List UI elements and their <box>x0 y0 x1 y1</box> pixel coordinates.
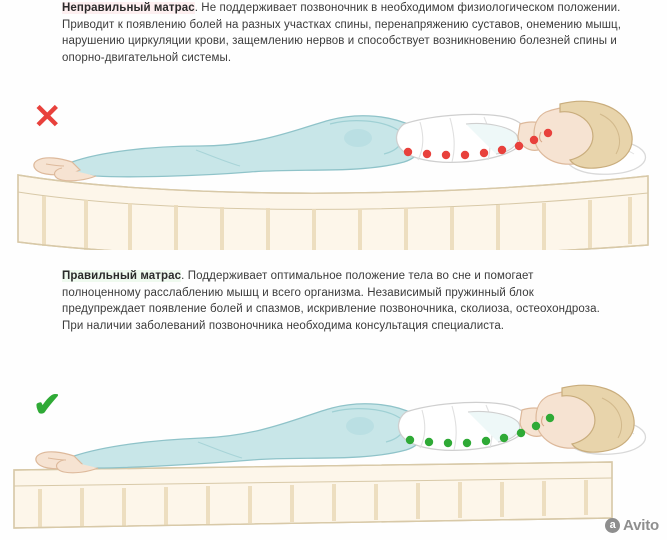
bad-mattress-lead: Неправильный матрас <box>62 2 195 14</box>
cross-icon: ✕ <box>33 98 62 136</box>
good-mattress-lead: Правильный матрас <box>62 270 182 282</box>
good-mattress-body: Поддерживает оптимальное положение тела во сне и помогает полноценному расслаблению мышц и всего организма. Независимый пружинный блок предупреждает появление болей и спазмов, искривление позвоночника, сколиоза, остеохондроза. При наличии заболеваний позвоночника необходима консультация специалиста. <box>62 270 600 332</box>
bad-mattress-illustration <box>0 80 667 250</box>
mattress-good <box>14 462 612 528</box>
good-mattress-description <box>62 268 607 334</box>
avito-watermark-label: Avito <box>623 517 659 534</box>
avito-watermark <box>605 517 659 534</box>
bad-mattress-body: Не поддерживает позвоночник в необходимом физиологическом положении. Приводит к появлению болей на разных участках спины, перенапряжению суставов, онемению мышц, нарушению циркуляции крови, защемлению нервов и способствует возникновению болезней спины и опорно-двигательной системы. <box>62 2 622 64</box>
bad-mattress-lead-separator: . <box>194 2 199 14</box>
mattress-bad <box>18 175 648 250</box>
bad-mattress-description <box>62 0 622 66</box>
person-body-good <box>36 385 634 473</box>
person-body-bad <box>33 98 632 181</box>
good-mattress-illustration <box>0 370 667 540</box>
avito-logo-icon: a <box>605 518 620 533</box>
check-icon: ✔ <box>33 386 62 424</box>
good-mattress-lead-separator: . <box>181 270 185 282</box>
